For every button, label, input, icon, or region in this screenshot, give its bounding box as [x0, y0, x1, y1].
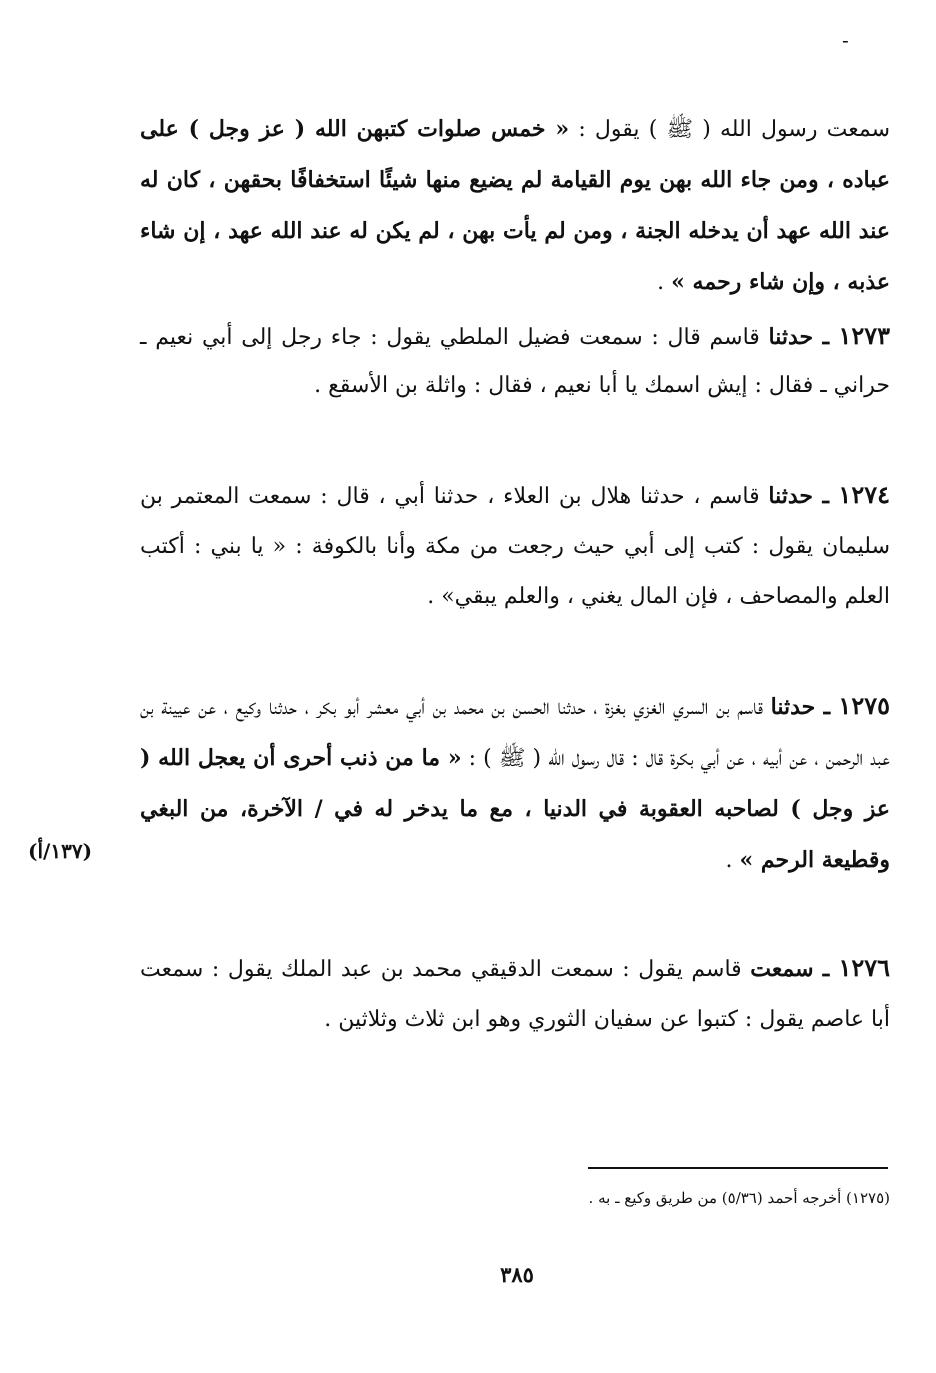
narration-keyword: ـ حدثنا [768, 483, 839, 509]
hadith-number: ١٢٧٦ [838, 953, 890, 982]
hadith-number: ١٢٧٤ [838, 480, 890, 509]
hadith-quote: « خمس صلوات كتبهن الله ( عز وجل ) على عباده ، ومن جاء الله بهن يوم القيامة لم يضيع منها شيئًا استخفافًا بحقهن ، كان له عند الله عهد أن يدخله الجنة ، ومن لم يأت بهن ، لم يكن له عند الله عهد ، إن شاء عذبه ، وإن شاء رحمه » [140, 116, 890, 295]
hadith-number: ١٢٧٣ [838, 321, 890, 350]
hadith-quote: « ما من ذنب أحرى أن يعجل الله ( عز وجل ) لصاحبه العقوبة في الدنيا ، مع ما يدخر له في / الآخرة، من البغي وقطيعة الرحم » [140, 745, 890, 873]
page-number: ٣٨٥ [500, 1262, 534, 1287]
paragraph-hadith-continuation [140, 104, 890, 308]
manuscript-folio-reference: (١٣٧/أ) [28, 839, 93, 863]
paragraph-1273 [140, 312, 890, 410]
hadith-number: ١٢٧٥ [838, 691, 890, 720]
footnote: (١٢٧٥) أخرجه أحمد (٥/٣٦) من طريق وكيع ـ به . [588, 1189, 890, 1207]
narration-keyword: ـ حدثنا [770, 694, 839, 720]
footnote-separator [588, 1167, 888, 1169]
paragraph-text: قاسم يقول : سمعت الدقيقي محمد بن عبد الملك يقول : سمعت أبا عاصم يقول : كتبوا عن سفيان الثوري وهو ابن ثلاث وثلاثين . [140, 957, 890, 1032]
paragraph-1275 [140, 681, 890, 886]
paragraph-1274 [140, 470, 890, 622]
paragraph-text: قاسم قال : سمعت فضيل الملطي يقول : جاء رجل إلى أبي نعيم ـ حراني ـ فقال : إيش اسمك يا أبا نعيم ، فقال : واثلة بن الأسقع . [140, 325, 890, 398]
paragraph-1276 [140, 943, 890, 1045]
paragraph-text: . [725, 848, 740, 873]
paragraph-text: سمعت رسول الله ( ﷺ ) يقول : [569, 117, 891, 142]
paragraph-text: قاسم بن السري الغزي بغزة ، حدثنا الحسن بن محمد بن أبي معشر أبو بكر ، حدثنا وكيع ، عن عيينة بن عبد الرحمن ، عن أبيه ، عن أبي بكرة قال : قال رسول الله ( ﷺ ) : [140, 695, 890, 771]
narration-keyword: ـ سمعت [750, 956, 839, 982]
paragraph-text: . [657, 270, 672, 295]
top-mark: - [842, 28, 849, 52]
paragraph-text: قاسم ، حدثنا هلال بن العلاء ، حدثنا أبي ، قال : سمعت المعتمر بن سليمان يقول : كتب إلى أبي حيث رجعت من مكة وأنا بالكوفة : « يا بني : أكتب العلم والمصاحف ، فإن المال يغني ، والعلم يبقي» . [140, 484, 890, 609]
narration-keyword: ـ حدثنا [768, 324, 839, 350]
